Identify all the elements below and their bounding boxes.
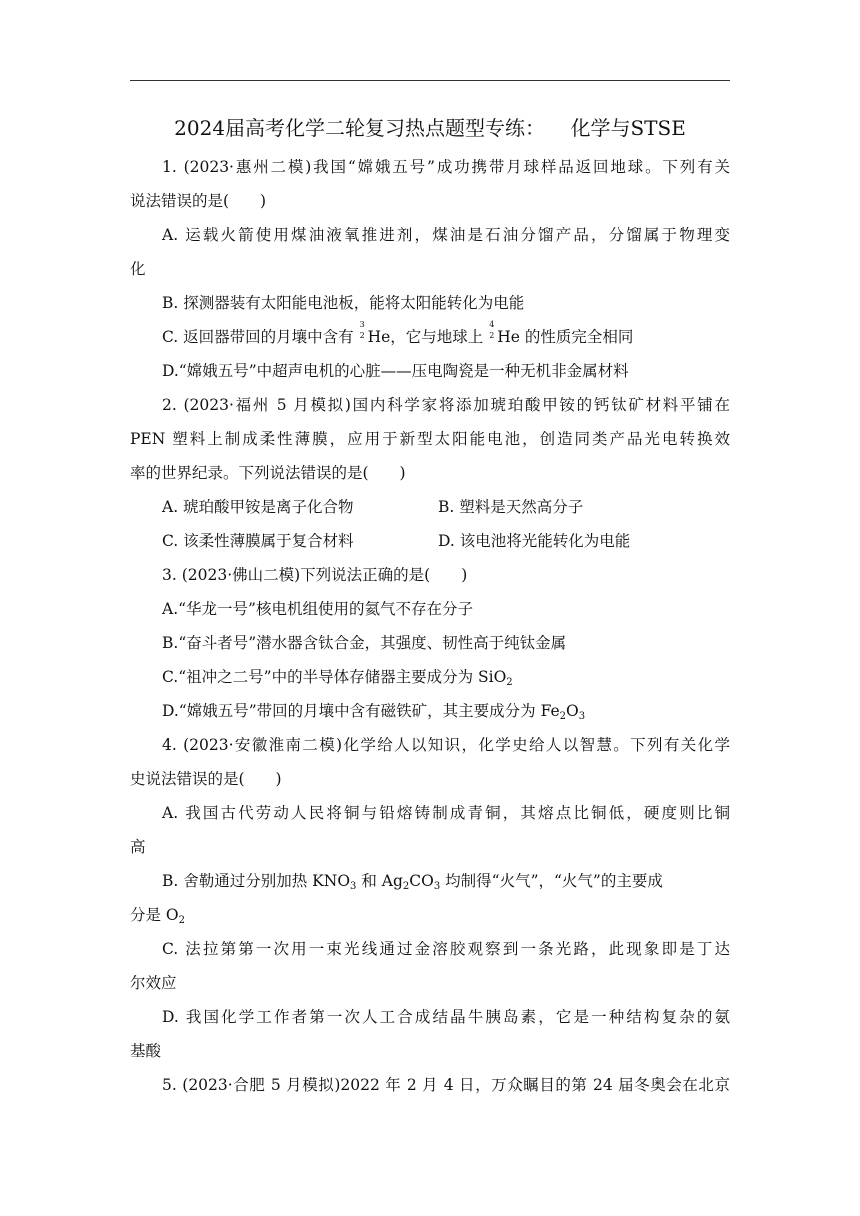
page-title: 2024届高考化学二轮复习热点题型专练： 化学与STSE: [174, 116, 686, 140]
subscript: 2: [402, 881, 410, 892]
q3-option-b: B.“奋斗者号”潜水器含钛合金，其强度、韧性高于纯钛金属: [162, 634, 567, 652]
q4-option-c-line-2: 尔效应: [130, 974, 177, 992]
q3-option-a: A.“华龙一号”核电机组使用的氦气不存在分子: [162, 600, 473, 618]
q4-option-b-text-mid1: 和 Ag: [356, 872, 403, 890]
q2-stem-line-1: 2. (2023·福州 5 月模拟)国内科学家将添加琥珀酸甲铵的钙钛矿材料平铺在: [162, 396, 730, 414]
q3-option-d-text: D.“嫦娥五号”带回的月壤中含有磁铁矿，其主要成分为 Fe: [162, 702, 560, 720]
q4-option-b-text-end: 均制得“火气”，“火气”的主要成: [440, 872, 663, 890]
q1-option-c-text: C. 返回器带回的月壤中含有: [162, 328, 359, 346]
q2-stem-line-3: 率的世界纪录。下列说法错误的是( ): [130, 464, 406, 482]
q2-options-row-1: [130, 490, 730, 524]
q3-stem: 3. (2023·佛山二模)下列说法正确的是( ): [162, 566, 468, 584]
q1-option-c: [130, 320, 730, 354]
q4-option-b-text: B. 舍勒通过分别加热 KNO: [162, 872, 351, 890]
q3-option-c: [130, 660, 730, 694]
subscript: 2: [178, 915, 186, 926]
q1-option-c-text-mid: He，它与地球上: [367, 328, 489, 346]
q4-stem-line-1: 4. (2023·安徽淮南二模)化学给人以知识，化学史给人以智慧。下列有关化学: [162, 736, 730, 754]
q1-stem-line-1: 1. (2023·惠州二模)我国“嫦娥五号”成功携带月球样品返回地球。下列有关: [162, 158, 730, 176]
q4-option-a-line-2: 高: [130, 838, 146, 856]
q4-option-d-line-2: 基酸: [130, 1042, 162, 1060]
q2-option-c: C. 该柔性薄膜属于复合材料: [162, 532, 354, 550]
q2-option-a: A. 琥珀酸甲铵是离子化合物: [162, 498, 354, 516]
q1-stem-line-2: 说法错误的是( ): [130, 192, 267, 210]
header-rule: [130, 80, 730, 81]
q4-option-b-line-1: [130, 864, 730, 898]
subscript: 3: [350, 881, 357, 892]
subscript: 2: [506, 677, 513, 688]
q2-options-row-2: [130, 524, 730, 558]
q3-option-d-text-mid: O: [566, 702, 579, 720]
q2-option-d: D. 该电池将光能转化为电能: [438, 532, 631, 550]
q5-stem-line-1: 5. (2023·合肥 5 月模拟)2022 年 2 月 4 日，万众瞩目的第 24 届冬奥会在北京: [162, 1076, 730, 1094]
q1-option-a-line-1: A. 运载火箭使用煤油液氧推进剂，煤油是石油分馏产品，分馏属于物理变: [162, 226, 730, 244]
q4-option-d-line-1: D. 我国化学工作者第一次人工合成结晶牛胰岛素，它是一种结构复杂的氨: [162, 1008, 730, 1026]
isotope-he4: 4 2: [489, 320, 495, 340]
q1-option-c-text-end: He 的性质完全相同: [497, 328, 634, 346]
subscript: 2: [559, 711, 567, 722]
q2-stem-line-2: PEN 塑料上制成柔性薄膜，应用于新型太阳能电池，创造同类产品光电转换效: [130, 430, 730, 448]
subscript: 3: [433, 881, 441, 892]
q4-option-a-line-1: A. 我国古代劳动人民将铜与铅熔铸制成青铜，其熔点比铜低，硬度则比铜: [162, 804, 730, 822]
q4-stem-line-2: 史说法错误的是( ): [130, 770, 282, 788]
question-list: [130, 150, 730, 1102]
q1-option-b: B. 探测器装有太阳能电池板，能将太阳能转化为电能: [162, 294, 525, 312]
q4-option-b-text-2: 分是 O: [130, 906, 179, 924]
q1-option-a-line-2: 化: [130, 260, 146, 278]
q3-option-d: [130, 694, 730, 728]
subscript: 3: [578, 711, 586, 722]
q4-option-b-text-mid2: CO: [409, 872, 434, 890]
q1-option-d: D.“嫦娥五号”中超声电机的心脏——压电陶瓷是一种无机非金属材料: [162, 362, 629, 380]
isotope-he3: 3 2: [359, 320, 365, 340]
q4-option-c-line-1: C. 法拉第第一次用一束光线通过金溶胶观察到一条光路，此现象即是丁达: [162, 940, 730, 958]
q2-option-b: B. 塑料是天然高分子: [438, 498, 584, 516]
q3-option-c-text: C.“祖冲之二号”中的半导体存储器主要成分为 SiO: [162, 668, 507, 686]
q4-option-b-line-2: [130, 898, 730, 932]
